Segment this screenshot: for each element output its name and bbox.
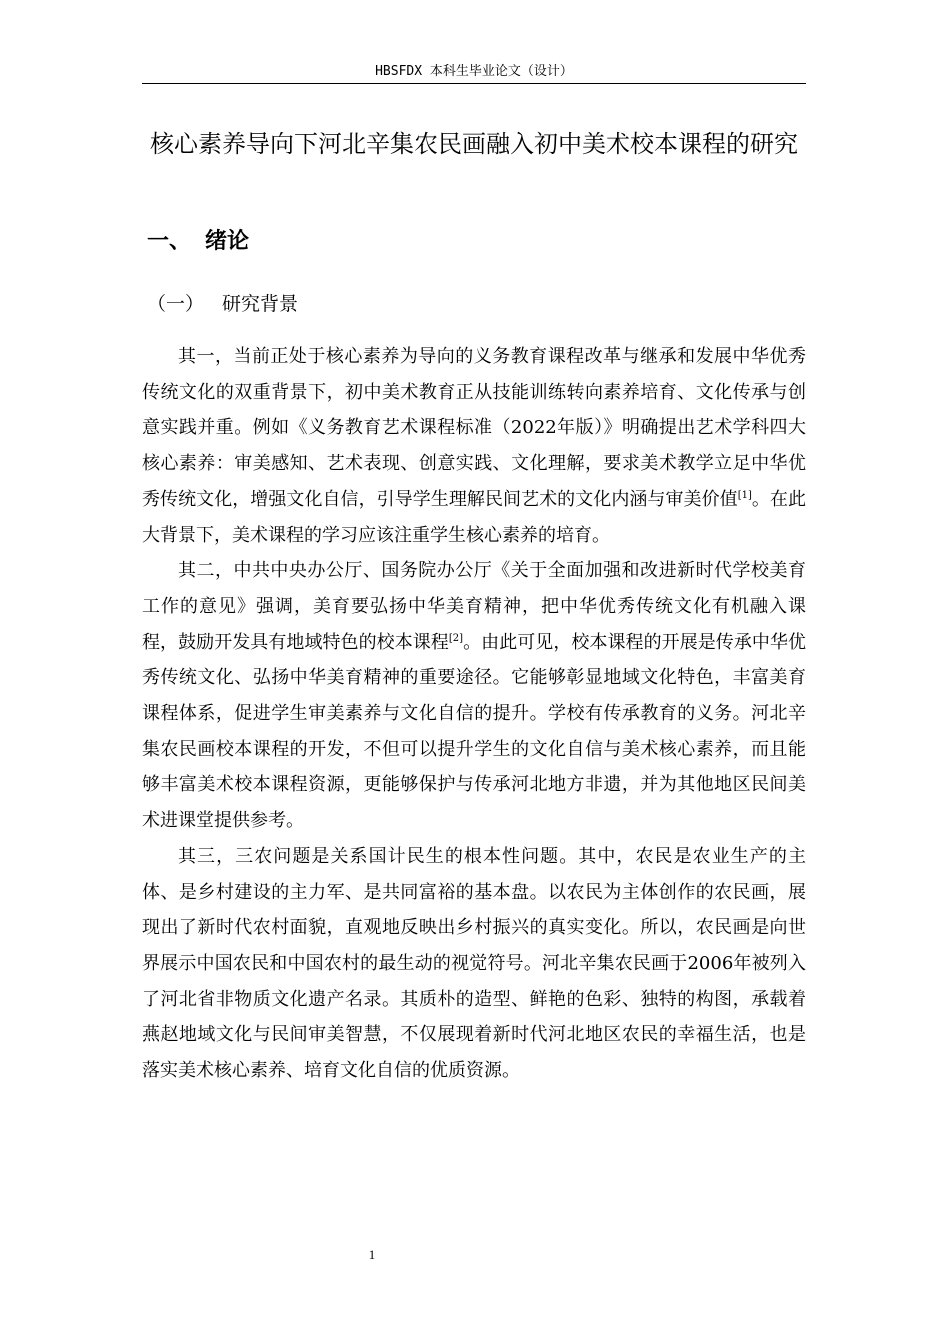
paragraph-text: 其三，三农问题是关系国计民生的根本性问题。其中，农民是农业生产的主体、是乡村建设的主力军、是共同富裕的基本盘。以农民为主体创作的农民画，展现出了新时代农村面貌，直观地反映出乡村振兴的真实变化。所以，农民画是向世界展示中国农民和中国农村的最生动的视觉符号。河北辛集农民画于2006年被列入了河北省非物质文化遗产名录。其质朴的造型、鲜艳的色彩、独特的构图，承载着燕赵地域文化与民间审美智慧，不仅展现着新时代河北地区农民的幸福生活，也是落实美术核心素养、培育文化自信的优质资源。 — [142, 845, 806, 1082]
subsection-title: 研究背景 — [222, 293, 299, 315]
section-number: 一、 — [147, 229, 192, 254]
citation-ref: [2] — [448, 632, 464, 644]
paper-title: 核心素养导向下河北辛集农民画融入初中美术校本课程的研究 — [150, 130, 798, 158]
page-number: 1 — [368, 1247, 376, 1262]
paragraph-text: 其一，当前正处于核心素养为导向的义务教育课程改革与继承和发展中华优秀传统文化的双重背景下，初中美术教育正从技能训练转向素养培育、文化传承与创意实践并重。例如《义务教育艺术课程标准（2022年版）》明确提出艺术学科四大核心素养：审美感知、艺术表现、创意实践、文化理解，要求美术教学立足中华优秀传统文化，增强文化自信，引导学生理解民间艺术的文化内涵与审美价值 — [142, 346, 806, 510]
paragraph-text: 。在此大背景下，美术课程的学习应该注重学生核心素养的培育。 — [142, 488, 807, 546]
subsection-heading — [147, 289, 298, 319]
running-header: HBSFDX 本科生毕业论文（设计） — [375, 64, 573, 79]
paragraph-text: 。由此可见，校本课程的开展是传承中华优秀传统文化、弘扬中华美育精神的重要途径。它能够彰显地域文化特色，丰富美育课程体系，促进学生审美素养与文化自信的提升。学校有传承教育的义务。河北辛集农民画校本课程的开发，不但可以提升学生的文化自信与美术核心素养，而且能够丰富美术校本课程资源，更能够保护与传承河北地方非遗，并为其他地区民间美术进课堂提供参考。 — [142, 631, 807, 832]
body-text — [142, 339, 806, 1089]
paragraph — [142, 839, 806, 1089]
paragraph-text: 其二，中共中央办公厅、国务院办公厅《关于全面加强和改进新时代学校美育工作的意见》强调，美育要弘扬中华美育精神，把中华优秀传统文化有机融入课程，鼓励开发具有地域特色的校本课程 — [142, 560, 806, 653]
paragraph — [142, 553, 806, 839]
paragraph — [142, 339, 806, 553]
section-title: 绪论 — [205, 229, 250, 254]
subsection-number: （一） — [147, 293, 205, 315]
citation-ref: [1] — [737, 489, 752, 501]
header-divider — [142, 83, 806, 84]
section-heading — [147, 226, 249, 258]
